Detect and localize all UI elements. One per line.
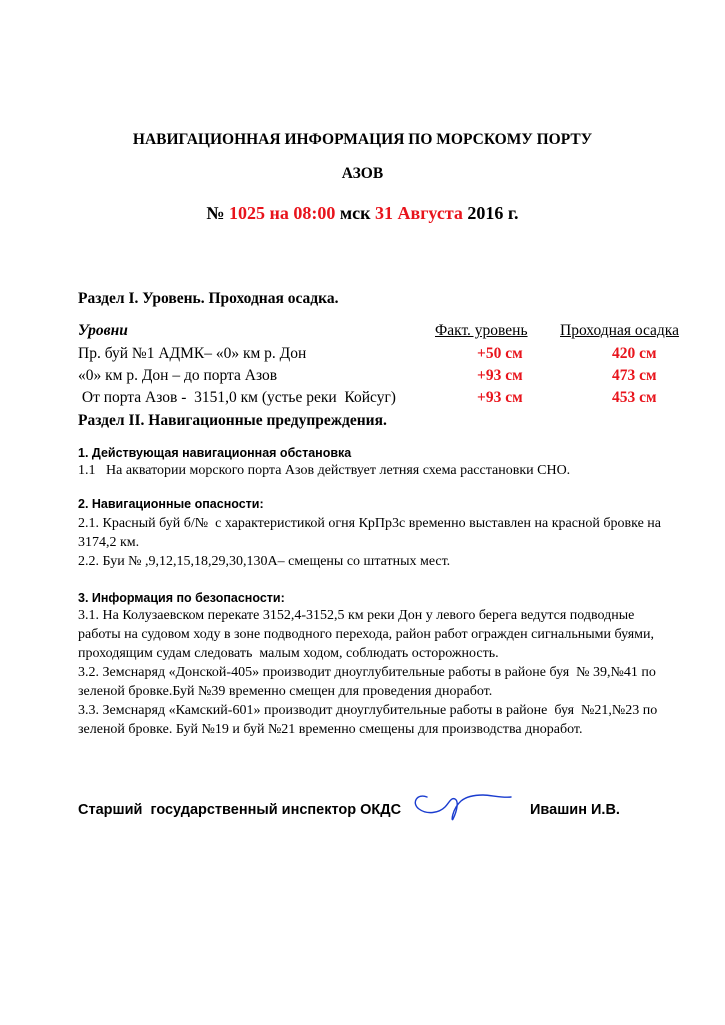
document-title: НАВИГАЦИОННАЯ ИНФОРМАЦИЯ ПО МОРСКОМУ ПОРТУ — [132, 131, 593, 148]
subsection2-line-2: 3174,2 км. — [78, 535, 140, 550]
subsection1-title: 1. Действующая навигационная обстановка — [78, 446, 352, 460]
signature-image — [405, 785, 525, 830]
subsection3-line-3: проходящим судам следовать малым ходом, соблюдать осторожность. — [78, 646, 499, 661]
level-row-3-fact: +93 см — [477, 389, 523, 406]
subsection2-line-3: 2.2. Буи № ,9,12,15,18,29,30,130А– смещены со штатных мест. — [78, 554, 451, 569]
subsection2-title: 2. Навигационные опасности: — [78, 497, 264, 511]
level-row-3-draft: 453 см — [612, 389, 657, 406]
bulletin-number-line — [0, 203, 725, 224]
at-word: на — [269, 203, 289, 223]
level-row-2-name: «0» км р. Дон – до порта Азов — [78, 367, 278, 384]
port-name: АЗОВ — [341, 165, 384, 182]
bulletin-year: 2016 г. — [467, 203, 519, 223]
subsection3-line-1: 3.1. На Колузаевском перекате 3152,4-3152,5 км реки Дон у левого берега ведутся подводные — [78, 608, 635, 623]
subsection3-line-7: зеленой бровке. Буй №19 и буй №21 временно смещены для производства днoработ. — [78, 722, 583, 737]
subsection3-line-5: зеленой бровке.Буй №39 временно смещен для проведения днoработ. — [78, 684, 493, 699]
inspector-position: Старший государственный инспектор ОКДС — [78, 802, 402, 818]
bulletin-number: 1025 — [229, 203, 266, 223]
level-row-1-name: Пр. буй №1 АДМК– «0» км р. Дон — [78, 345, 307, 362]
section2-title: Раздел II. Навигационные предупреждения. — [78, 412, 387, 429]
timezone: мск — [339, 203, 371, 223]
inspector-name: Ивашин И.В. — [530, 802, 620, 818]
level-row-1-fact: +50 см — [477, 345, 523, 362]
subsection1-line-1: 1.1 На акватории морского порта Азов действует летняя схема расстановки СНО. — [78, 463, 571, 478]
level-row-3-name: От порта Азов - 3151,0 км (устье реки Койсуг) — [78, 389, 396, 406]
level-row-2-draft: 473 см — [612, 367, 657, 384]
col-draft-header: Проходная осадка — [560, 322, 679, 339]
level-row-1-draft: 420 см — [612, 345, 657, 362]
number-prefix: № — [206, 203, 225, 223]
col-levels-header: Уровни — [78, 322, 128, 339]
subsection2-line-1: 2.1. Красный буй б/№ с характеристикой огня КрПр3с временно выставлен на красной бровке на — [78, 516, 662, 531]
col-fact-header: Факт. уровень — [435, 322, 528, 339]
bulletin-time: 08:00 — [293, 203, 336, 223]
subsection3-title: 3. Информация по безопасности: — [78, 591, 285, 605]
level-row-2-fact: +93 см — [477, 367, 523, 384]
subsection3-line-2: работы на судовом ходу в зоне подводного перехода, район работ огражден сигнальными буями, — [78, 627, 655, 642]
section1-title: Раздел I. Уровень. Проходная осадка. — [78, 290, 339, 307]
subsection3-line-4: 3.2. Земснаряд «Донской-405» производит дноуглубительные работы в районе буя № 39,№41 по — [78, 665, 656, 680]
bulletin-date: 31 Августа — [375, 203, 463, 223]
subsection3-line-6: 3.3. Земснаряд «Камский-601» производит дноуглубительные работы в районе буя №21,№23 по — [78, 703, 658, 718]
